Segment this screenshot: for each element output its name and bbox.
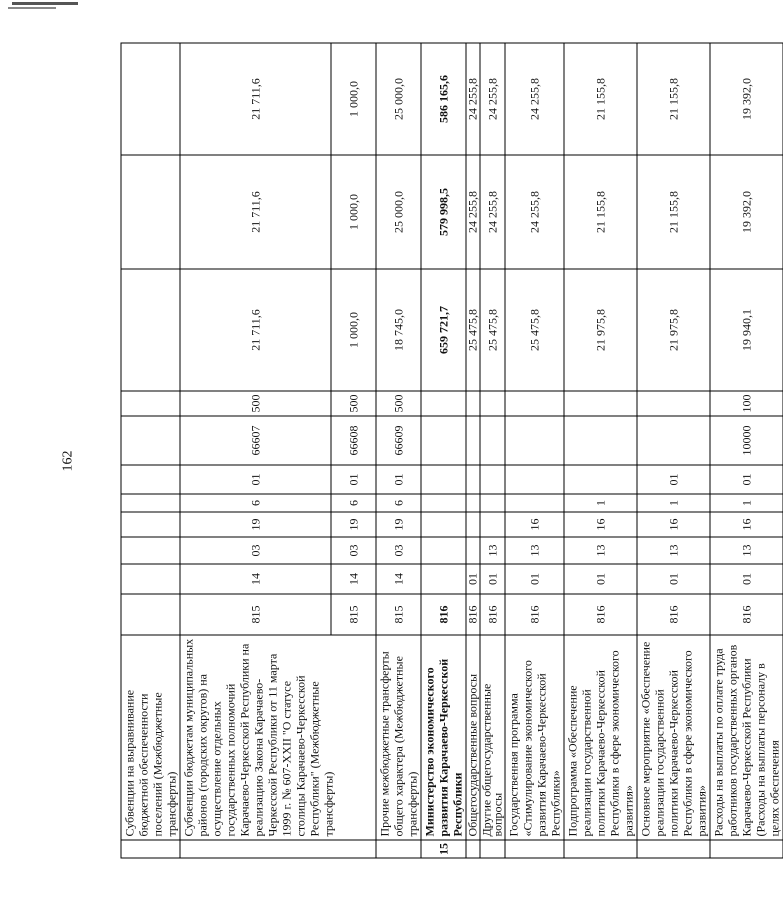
cell-vid [637, 391, 710, 416]
cell-ministry: 816 [710, 594, 783, 635]
table-row [466, 43, 480, 858]
cell-direction [466, 416, 480, 465]
cell-event [421, 465, 466, 494]
cell-ministry: 816 [480, 594, 505, 635]
cell-program: 16 [564, 512, 637, 537]
cell-direction: 66607 [180, 416, 331, 465]
cell-v2023: 24 255,8 [505, 43, 564, 155]
cell-v2023: 21 155,8 [637, 43, 710, 155]
cell-section: 01 [710, 564, 783, 594]
cell-section: 14 [331, 564, 376, 594]
cell-v2022: 25 000,0 [376, 155, 421, 269]
cell-v2022: 19 392,0 [710, 155, 783, 269]
cell-name: Расходы на выплаты по оплате труда работников государственных органов Карачаево-Черкесской Республики (Расходы на выплаты персоналу в целях обеспечения [710, 635, 783, 840]
cell-program: 19 [180, 512, 331, 537]
cell-subprogram [505, 494, 564, 512]
cell-v2022: 579 998,5 [421, 155, 466, 269]
cell-v2022 [121, 155, 180, 269]
cell-name: Другие общегосударственные вопросы [480, 635, 505, 840]
cell-no [480, 840, 505, 858]
cell-subprogram [466, 494, 480, 512]
cell-vid: 100 [710, 391, 783, 416]
cell-subprogram: 6 [376, 494, 421, 512]
table-row [710, 43, 783, 858]
cell-no [121, 840, 180, 858]
scan-mark [12, 2, 78, 5]
cell-v2023: 19 392,0 [710, 43, 783, 155]
cell-v2023: 24 255,8 [466, 43, 480, 155]
cell-subsection [421, 537, 466, 564]
cell-v2023: 1 000,0 [331, 43, 376, 155]
cell-no [505, 840, 564, 858]
cell-ministry: 816 [421, 594, 466, 635]
cell-name: Подпрограмма «Обеспечение реализации государственной политики Карачаево-Черкесской Республики в сфере экономического развития» [564, 635, 637, 840]
cell-program [421, 512, 466, 537]
cell-name: Государственная программа «Стимулирование экономического развития Карачаево-Черкесской Республики» [505, 635, 564, 840]
cell-event: 01 [710, 465, 783, 494]
cell-no [564, 840, 637, 858]
cell-section: 01 [505, 564, 564, 594]
cell-direction [505, 416, 564, 465]
cell-ministry: 816 [466, 594, 480, 635]
cell-section: 01 [466, 564, 480, 594]
cell-vid [466, 391, 480, 416]
cell-subsection: 03 [376, 537, 421, 564]
page-number [58, 451, 78, 471]
cell-ministry: 816 [505, 594, 564, 635]
cell-vid: 500 [180, 391, 331, 416]
cell-section: 01 [564, 564, 637, 594]
cell-program: 19 [331, 512, 376, 537]
cell-subprogram [121, 494, 180, 512]
cell-direction: 66609 [376, 416, 421, 465]
table-row [505, 43, 564, 858]
cell-vid [121, 391, 180, 416]
cell-v2023: 21 711,6 [180, 43, 331, 155]
table-row [376, 43, 421, 858]
cell-program: 16 [637, 512, 710, 537]
cell-event [480, 465, 505, 494]
cell-subsection: 13 [637, 537, 710, 564]
cell-section: 14 [376, 564, 421, 594]
cell-name: Субвенции бюджетам муниципальных районов (городских округов) на осуществление отдельных государственных полномочий Карачаево-Черкесской Республики на реализацию Закона Карачаево-Черкесской Республики от 11 марта 1999 г. № 607-XXII "О статусе столицы Карачаево-Черкесской Республики" (Межбюджетные трансферты) [180, 635, 376, 840]
cell-v2023: 21 155,8 [564, 43, 637, 155]
cell-vid [480, 391, 505, 416]
table-row [480, 43, 505, 858]
cell-v2021: 25 475,8 [466, 269, 480, 391]
cell-event [564, 465, 637, 494]
cell-name: Министерство экономического развития Карачаево-Черкесской Республики [421, 635, 466, 840]
budget-table-rotated [120, 43, 781, 858]
cell-event [466, 465, 480, 494]
cell-subprogram: 6 [180, 494, 331, 512]
cell-direction: 10000 [710, 416, 783, 465]
cell-no [637, 840, 710, 858]
cell-subprogram: 1 [710, 494, 783, 512]
cell-v2021: 21 711,6 [180, 269, 331, 391]
cell-subsection: 13 [480, 537, 505, 564]
cell-section [121, 564, 180, 594]
cell-section [421, 564, 466, 594]
cell-event: 01 [331, 465, 376, 494]
cell-program: 19 [376, 512, 421, 537]
cell-direction [121, 416, 180, 465]
cell-direction [637, 416, 710, 465]
cell-subprogram: 1 [637, 494, 710, 512]
table-row [637, 43, 710, 858]
cell-v2021: 18 745,0 [376, 269, 421, 391]
cell-subprogram: 6 [331, 494, 376, 512]
cell-v2021: 1 000,0 [331, 269, 376, 391]
cell-vid: 500 [331, 391, 376, 416]
cell-direction [480, 416, 505, 465]
cell-subsection: 13 [505, 537, 564, 564]
cell-subsection [466, 537, 480, 564]
cell-name: Субвенции на выравнивание бюджетной обеспеченности поселений (Межбюджетные трансферты) [121, 635, 180, 840]
cell-direction [421, 416, 466, 465]
cell-ministry: 815 [180, 594, 331, 635]
table-row [421, 43, 466, 858]
cell-event [121, 465, 180, 494]
table-row [564, 43, 637, 858]
cell-v2023: 586 165,6 [421, 43, 466, 155]
cell-v2023: 24 255,8 [480, 43, 505, 155]
cell-no [466, 840, 480, 858]
cell-v2022: 24 255,8 [480, 155, 505, 269]
cell-v2022: 21 155,8 [564, 155, 637, 269]
table-row [180, 43, 331, 858]
budget-table [120, 42, 783, 858]
cell-no: 15 [421, 840, 466, 858]
cell-ministry [121, 594, 180, 635]
cell-v2021: 25 475,8 [505, 269, 564, 391]
cell-program [466, 512, 480, 537]
cell-v2021 [121, 269, 180, 391]
top-edge-marks [0, 0, 640, 14]
cell-v2021: 659 721,7 [421, 269, 466, 391]
cell-vid: 500 [376, 391, 421, 416]
cell-direction [564, 416, 637, 465]
cell-subsection: 13 [564, 537, 637, 564]
cell-event: 01 [180, 465, 331, 494]
cell-section: 01 [480, 564, 505, 594]
cell-v2023 [121, 43, 180, 155]
cell-vid [421, 391, 466, 416]
cell-vid [505, 391, 564, 416]
scan-mark [8, 7, 56, 9]
cell-no [180, 840, 376, 858]
cell-v2022: 21 155,8 [637, 155, 710, 269]
cell-program: 16 [505, 512, 564, 537]
cell-vid [564, 391, 637, 416]
cell-v2021: 21 975,8 [564, 269, 637, 391]
cell-section: 01 [637, 564, 710, 594]
page-number-text: 162 [60, 450, 75, 472]
cell-v2022: 24 255,8 [505, 155, 564, 269]
cell-v2022: 21 711,6 [180, 155, 331, 269]
cell-ministry: 815 [376, 594, 421, 635]
cell-event: 01 [376, 465, 421, 494]
cell-ministry: 815 [331, 594, 376, 635]
cell-no [376, 840, 421, 858]
cell-name: Основное мероприятие «Обеспечение реализации государственной политики Карачаево-Черкесской Республики в сфере экономического развития» [637, 635, 710, 840]
cell-subsection: 03 [180, 537, 331, 564]
cell-program [121, 512, 180, 537]
cell-section: 14 [180, 564, 331, 594]
cell-v2021: 19 940,1 [710, 269, 783, 391]
cell-subprogram [421, 494, 466, 512]
cell-subsection: 13 [710, 537, 783, 564]
cell-event: 01 [637, 465, 710, 494]
cell-program: 16 [710, 512, 783, 537]
cell-v2022: 24 255,8 [466, 155, 480, 269]
cell-no [710, 840, 783, 858]
cell-subsection: 03 [331, 537, 376, 564]
cell-ministry: 816 [637, 594, 710, 635]
cell-ministry: 816 [564, 594, 637, 635]
cell-program [480, 512, 505, 537]
cell-name: Прочие межбюджетные трансферты общего характера (Межбюджетные трансферты) [376, 635, 421, 840]
cell-subprogram [480, 494, 505, 512]
cell-name: Общегосударственные вопросы [466, 635, 480, 840]
cell-subprogram: 1 [564, 494, 637, 512]
cell-v2023: 25 000,0 [376, 43, 421, 155]
cell-subsection [121, 537, 180, 564]
cell-direction: 66608 [331, 416, 376, 465]
cell-v2021: 25 475,8 [480, 269, 505, 391]
cell-event [505, 465, 564, 494]
cell-v2021: 21 975,8 [637, 269, 710, 391]
table-row [121, 43, 180, 858]
cell-v2022: 1 000,0 [331, 155, 376, 269]
